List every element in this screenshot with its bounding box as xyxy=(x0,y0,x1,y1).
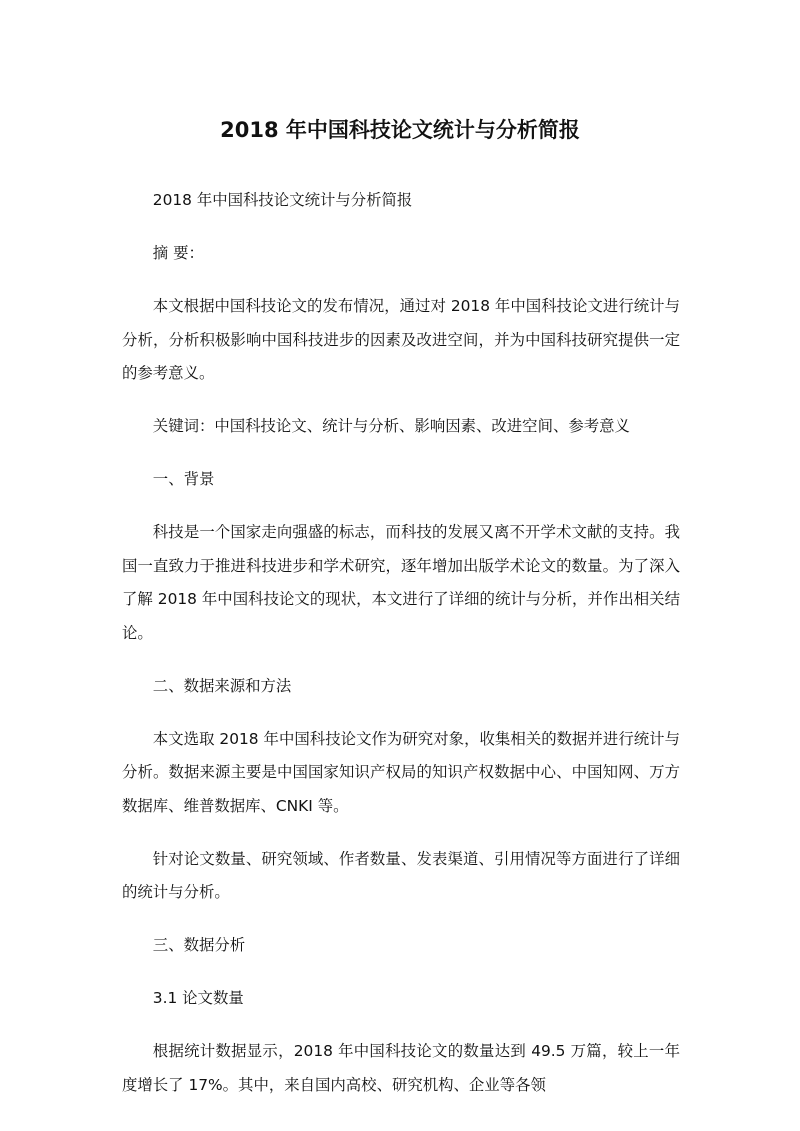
keywords-paragraph: 关键词：中国科技论文、统计与分析、影响因素、改进空间、参考意义 xyxy=(152,417,630,435)
paper-count-paragraph: 根据统计数据显示，2018 年中国科技论文的数量达到 49.5 万篇，较上一年度增长了 17%。其中，来自国内高校、研究机构、企业等各领 xyxy=(122,1042,680,1094)
subtitle-paragraph: 2018 年中国科技论文统计与分析简报 xyxy=(152,191,413,209)
data-source-paragraph: 本文选取 2018 年中国科技论文作为研究对象，收集相关的数据并进行统计与分析。数据来源主要是中国国家知识产权局的知识产权数据中心、中国知网、万方数据库、维普数据库、CNKI 等。 xyxy=(122,729,680,815)
background-paragraph: 科技是一个国家走向强盛的标志，而科技的发展又离不开学术文献的支持。我国一直致力于推进科技进步和学术研究，逐年增加出版学术论文的数量。为了深入了解 2018 年中国科技论文的现状，本文进行了详细的统计与分析，并作出相关结论。 xyxy=(122,523,680,642)
section-heading-data-source: 二、数据来源和方法 xyxy=(152,676,292,695)
section-heading-background: 一、背景 xyxy=(152,470,215,488)
method-paragraph: 针对论文数量、研究领域、作者数量、发表渠道、引用情况等方面进行了详细的统计与分析。 xyxy=(122,849,680,901)
abstract-heading: 摘 要： xyxy=(152,244,204,262)
section-heading-analysis: 三、数据分析 xyxy=(152,936,246,954)
document-body xyxy=(122,184,680,1122)
subsection-heading-paper-count: 3.1 论文数量 xyxy=(152,989,244,1007)
abstract-paragraph: 本文根据中国科技论文的发布情况，通过对 2018 年中国科技论文进行统计与分析，分析积极影响中国科技进步的因素及改进空间，并为中国科技研究提供一定的参考意义。 xyxy=(122,297,680,382)
document-title: 2018 年中国科技论文统计与分析简报 xyxy=(220,118,580,142)
